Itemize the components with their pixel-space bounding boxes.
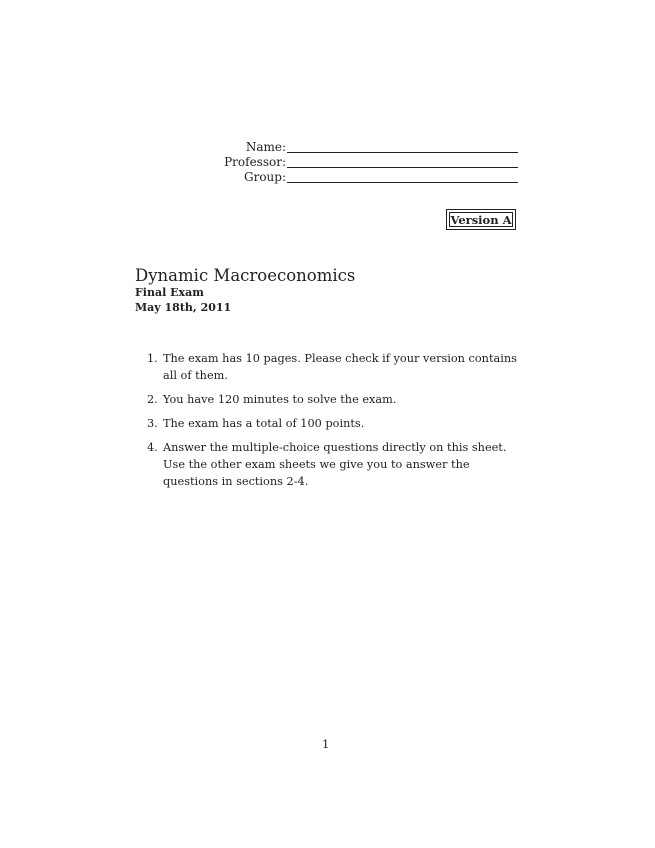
group-blank-line[interactable] — [287, 182, 518, 183]
version-box — [446, 209, 516, 230]
item-number: 4. — [147, 441, 158, 454]
item-number: 2. — [147, 393, 158, 406]
professor-field[interactable] — [200, 155, 520, 171]
professor-label: Professor: — [224, 155, 286, 169]
list-item — [140, 415, 525, 432]
list-item — [140, 350, 525, 384]
list-item — [140, 439, 525, 490]
item-number: 1. — [147, 352, 158, 365]
exam-date: May 18th, 2011 — [135, 301, 232, 314]
page-number: 1 — [322, 737, 330, 751]
item-text: The exam has 10 pages. Please check if your version contains all of them. — [163, 352, 517, 382]
document-title: Dynamic Macroeconomics — [135, 266, 356, 285]
group-label: Group: — [244, 170, 286, 184]
list-item — [140, 391, 525, 408]
item-text: The exam has a total of 100 points. — [163, 417, 365, 430]
group-field[interactable] — [200, 170, 520, 186]
item-text: Answer the multiple-choice questions directly on this sheet. Use the other exam sheets we give you to answer the questions in sections 2-4. — [163, 441, 507, 488]
name-blank-line[interactable] — [287, 152, 518, 153]
item-number: 3. — [147, 417, 158, 430]
professor-blank-line[interactable] — [287, 167, 518, 168]
name-field[interactable] — [200, 140, 520, 156]
exam-subtitle: Final Exam — [135, 286, 204, 299]
instructions-list — [140, 350, 525, 497]
name-label: Name: — [245, 140, 286, 154]
version-label: Version A — [450, 213, 512, 227]
item-text: You have 120 minutes to solve the exam. — [163, 393, 397, 406]
